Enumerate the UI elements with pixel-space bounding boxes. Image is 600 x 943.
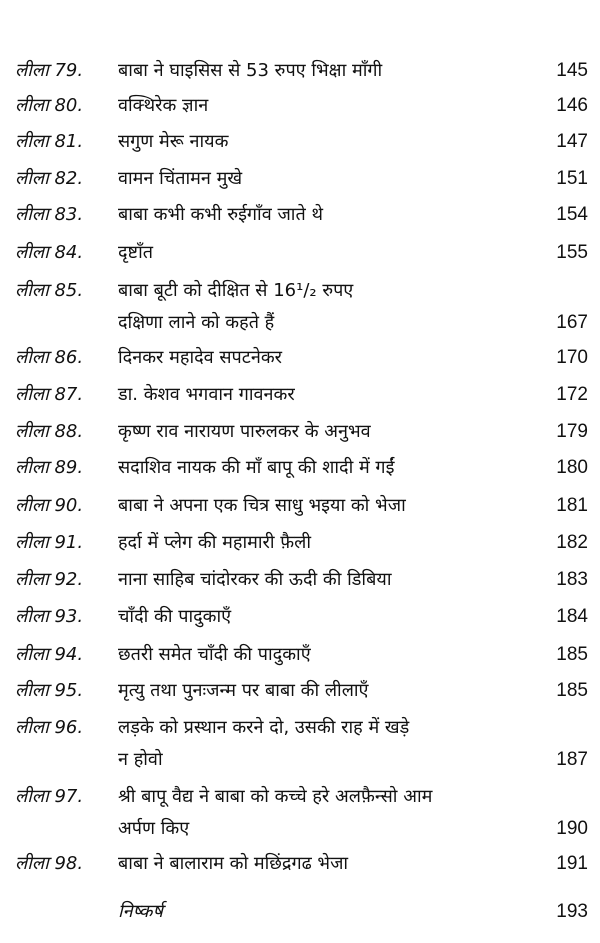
entry-title: बाबा ने घाइसिस से 53 रुपए भिक्षा माँगी (118, 60, 383, 81)
page-number: 193 (556, 901, 588, 922)
page-number: 179 (556, 421, 588, 442)
entry-title-line1: बाबा बूटी को दीक्षित से 16¹/₂ रुपए (118, 280, 354, 301)
page-number: 191 (556, 853, 588, 874)
lila-number: लीला 98. (15, 853, 84, 874)
lila-number: लीला 95. (15, 680, 84, 701)
page-number: 167 (556, 312, 588, 333)
lila-number: लीला 82. (15, 168, 84, 189)
entry-title: मृत्यु तथा पुनःजन्म पर बाबा की लीलाएँ (118, 680, 369, 701)
page-number: 154 (556, 204, 588, 225)
entry-title-line2: न होवो (118, 749, 163, 770)
entry-title: बाबा ने अपना एक चित्र साधु भइया को भेजा (118, 495, 406, 516)
page-number: 170 (556, 347, 588, 368)
page-number: 185 (556, 644, 588, 665)
entry-title: बाबा ने बालाराम को मछिंद्रगढ भेजा (118, 853, 349, 874)
entry-title: वक्थिरेक ज्ञान (118, 95, 209, 116)
page-number: 172 (556, 384, 588, 405)
lila-number: लीला 97. (15, 786, 84, 807)
page-number: 183 (556, 569, 588, 590)
entry-title (118, 277, 353, 337)
lila-number: लीला 94. (15, 644, 84, 665)
lila-number: लीला 92. (15, 569, 84, 590)
lila-number: लीला 83. (15, 204, 84, 225)
page-number: 145 (556, 60, 588, 81)
page-number: 182 (556, 532, 588, 553)
page-number: 190 (556, 818, 588, 839)
page-number: 155 (556, 242, 588, 263)
lila-number: लीला 84. (15, 242, 84, 263)
lila-number: लीला 88. (15, 421, 84, 442)
entry-title: छतरी समेत चाँदी की पादुकाएँ (118, 644, 311, 665)
entry-title: वामन चिंतामन मुखे (118, 168, 243, 189)
entry-title (118, 783, 432, 843)
entry-title-line1: श्री बापू वैद्य ने बाबा को कच्चे हरे अलफ़ैन्सो आम (118, 786, 433, 807)
entry-title: सदाशिव नायक की माँ बापू की शादी में गईं (118, 457, 395, 478)
lila-number: लीला 79. (15, 60, 84, 81)
entry-title: सगुण मेरू नायक (118, 131, 229, 152)
lila-number: लीला 86. (15, 347, 84, 368)
lila-number: लीला 89. (15, 457, 84, 478)
lila-number: लीला 87. (15, 384, 84, 405)
entry-title: डा. केशव भगवान गावनकर (118, 384, 295, 405)
page-number: 181 (556, 495, 588, 516)
entry-title: दृष्टाँत (118, 242, 153, 263)
lila-number: लीला 80. (15, 95, 84, 116)
lila-number: लीला 96. (15, 717, 84, 738)
page-number: 180 (556, 457, 588, 478)
page-number: 146 (556, 95, 588, 116)
entry-title: नाना साहिब चांदोरकर की ऊदी की डिबिया (118, 569, 392, 590)
entry-title: दिनकर महादेव सपटनेकर (118, 347, 283, 368)
entry-title-line1: लड़के को प्रस्थान करने दो, उसकी राह में खड़े (118, 717, 410, 738)
entry-title (118, 714, 409, 774)
lila-number: लीला 85. (15, 280, 84, 301)
page-number: 185 (556, 680, 588, 701)
entry-title-line2: दक्षिणा लाने को कहते हैं (118, 312, 275, 333)
conclusion-title: निष्कर्ष (118, 901, 163, 922)
lila-number: लीला 81. (15, 131, 84, 152)
entry-title-line2: अर्पण किए (118, 818, 190, 839)
entry-title: चाँदी की पादुकाएँ (118, 606, 232, 627)
entry-title: हर्दा में प्लेग की महामारी फ़ैली (118, 532, 312, 553)
page-number: 184 (556, 606, 588, 627)
page-number: 151 (556, 168, 588, 189)
lila-number: लीला 93. (15, 606, 84, 627)
entry-title: बाबा कभी कभी रुईगाँव जाते थे (118, 204, 323, 225)
page-number: 147 (556, 131, 588, 152)
entry-title: कृष्ण राव नारायण पारुलकर के अनुभव (118, 421, 371, 442)
page-number: 187 (556, 749, 588, 770)
lila-number: लीला 91. (15, 532, 84, 553)
lila-number: लीला 90. (15, 495, 84, 516)
